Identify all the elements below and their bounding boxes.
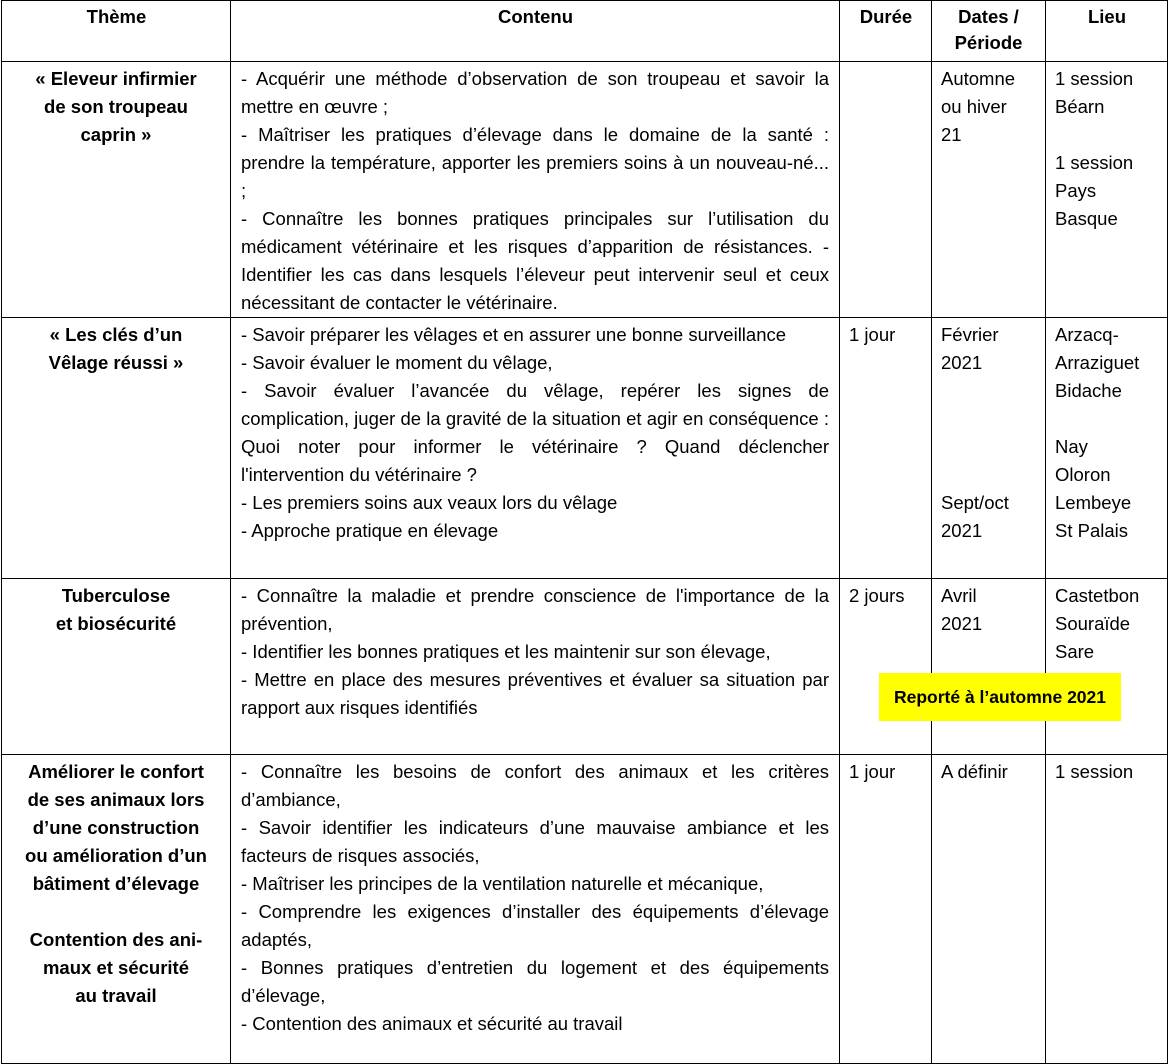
- lieu-cell-line: [1055, 405, 1159, 433]
- theme-cell-line: et biosécurité: [55, 613, 177, 634]
- theme-cell: [2, 62, 231, 318]
- dates-cell-line: ou hiver: [941, 96, 1007, 117]
- theme-cell: [2, 755, 231, 1064]
- dates-cell-line: 21: [941, 124, 962, 145]
- contenu-cell: [231, 62, 840, 318]
- dates-cell-line: 2021: [941, 520, 983, 541]
- dates-cell-line: 2021: [941, 352, 983, 373]
- duree-cell: [840, 62, 932, 318]
- contenu-item: - Maîtriser les pratiques d’élevage dans le domaine de la santé : prendre la température, apporter les premiers soins à un nouveau-né... ;: [241, 124, 829, 201]
- dates-cell-line: [941, 405, 1037, 433]
- dates-cell: [932, 579, 1046, 755]
- table-row: [2, 755, 1168, 1064]
- duree-cell: 2 jours: [840, 579, 932, 755]
- lieu-cell: [1046, 755, 1168, 1064]
- table-row: [2, 62, 1168, 318]
- theme-cell-line: de son troupeau: [44, 96, 188, 117]
- lieu-cell-line: Basque: [1055, 208, 1118, 229]
- contenu-item: - Savoir identifier les indicateurs d’une mauvaise ambiance et les facteurs de risques associés,: [241, 817, 829, 866]
- dates-cell-line: [941, 461, 1037, 489]
- header-row: [2, 1, 1168, 62]
- lieu-cell-line: 1 session: [1055, 152, 1134, 173]
- theme-cell-line: Contention des ani-: [29, 929, 203, 950]
- lieu-cell-line: 1 session: [1055, 68, 1134, 89]
- duree-cell: 1 jour: [840, 755, 932, 1064]
- dates-cell-line: Avril: [941, 585, 977, 606]
- dates-cell-line: Sept/oct: [941, 492, 1009, 513]
- contenu-item: - Mettre en place des mesures préventives et évaluer sa situation par rapport aux risques identifiés: [241, 669, 829, 718]
- lieu-cell-line: Oloron: [1055, 464, 1111, 485]
- theme-cell-line: [8, 898, 224, 926]
- header-lieu: Lieu: [1046, 1, 1168, 62]
- contenu-cell: [231, 579, 840, 755]
- theme-cell-line: « Les clés d’un: [49, 324, 183, 345]
- table-row: [2, 579, 1168, 755]
- lieu-cell-line: Béarn: [1055, 96, 1105, 117]
- contenu-cell: [231, 318, 840, 579]
- theme-cell: [2, 318, 231, 579]
- contenu-item: - Connaître les besoins de confort des animaux et les critères d’ambiance,: [241, 761, 829, 810]
- contenu-item: - Connaître la maladie et prendre conscience de l'importance de la prévention,: [241, 585, 829, 634]
- dates-cell-line: Automne: [941, 68, 1016, 89]
- theme-cell-line: caprin »: [80, 124, 152, 145]
- contenu-item: - Les premiers soins aux veaux lors du vêlage: [241, 492, 618, 513]
- theme-cell-line: Améliorer le confort: [28, 761, 204, 782]
- lieu-cell-line: Arzacq-: [1055, 324, 1119, 345]
- dates-cell: [932, 62, 1046, 318]
- lieu-cell: [1046, 579, 1168, 755]
- contenu-item: - Identifier les bonnes pratiques et les maintenir sur son élevage,: [241, 641, 771, 662]
- theme-cell-line: « Eleveur infirmier: [35, 68, 197, 89]
- header-duree: Durée: [840, 1, 932, 62]
- lieu-cell: [1046, 62, 1168, 318]
- lieu-cell-line: Castetbon: [1055, 585, 1140, 606]
- theme-cell-line: maux et sécurité: [42, 957, 189, 978]
- lieu-cell-line: Sare: [1055, 641, 1095, 662]
- lieu-cell-line: Lembeye: [1055, 492, 1132, 513]
- formations-table: [1, 0, 1168, 1064]
- theme-cell-line: bâtiment d’élevage: [32, 873, 200, 894]
- theme-cell-line: de ses animaux lors: [27, 789, 205, 810]
- lieu-cell-line: 1 session: [1055, 761, 1134, 782]
- dates-cell-line: A définir: [941, 761, 1008, 782]
- lieu-cell-line: Arraziguet: [1055, 352, 1140, 373]
- lieu-cell: [1046, 318, 1168, 579]
- dates-cell-line: Février: [941, 324, 999, 345]
- contenu-item: - Savoir évaluer le moment du vêlage,: [241, 352, 553, 373]
- contenu-item: - Bonnes pratiques d’entretien du logement et des équipements d’élevage,: [241, 957, 829, 1006]
- contenu-item: - Savoir évaluer l’avancée du vêlage, repérer les signes de complication, juger de la gravité de la situation et agir en conséquence : Quoi noter pour informer le vétérinaire ? Quand déclencher l'intervention du vétérinaire ?: [241, 380, 829, 485]
- theme-cell: [2, 579, 231, 755]
- header-dates: Dates / Période: [932, 1, 1046, 62]
- dates-cell-line: [941, 377, 1037, 405]
- table-row: [2, 318, 1168, 579]
- postponed-badge: Reporté à l’automne 2021: [879, 673, 1121, 721]
- contenu-item: - Savoir préparer les vêlages et en assurer une bonne surveillance: [241, 324, 787, 345]
- dates-cell-line: [941, 433, 1037, 461]
- contenu-item: - Acquérir une méthode d’observation de son troupeau et savoir la mettre en œuvre ;: [241, 68, 829, 117]
- contenu-cell: [231, 755, 840, 1064]
- lieu-cell-line: St Palais: [1055, 520, 1129, 541]
- dates-cell-line: 2021: [941, 613, 983, 634]
- dates-cell: [932, 755, 1046, 1064]
- contenu-item: - Maîtriser les principes de la ventilation naturelle et mécanique,: [241, 873, 764, 894]
- contenu-item: - Comprendre les exigences d’installer des équipements d’élevage adaptés,: [241, 901, 829, 950]
- lieu-cell-line: Souraïde: [1055, 613, 1131, 634]
- lieu-cell-line: Bidache: [1055, 380, 1122, 401]
- theme-cell-line: ou amélioration d’un: [25, 845, 207, 866]
- theme-cell-line: d’une construction: [32, 817, 200, 838]
- theme-cell-line: Vêlage réussi »: [48, 352, 184, 373]
- duree-cell: 1 jour: [840, 318, 932, 579]
- theme-cell-line: au travail: [75, 985, 157, 1006]
- header-theme: Thème: [2, 1, 231, 62]
- theme-cell-line: Tuberculose: [61, 585, 171, 606]
- dates-cell: [932, 318, 1046, 579]
- lieu-cell-line: Nay: [1055, 436, 1088, 457]
- contenu-item: - Contention des animaux et sécurité au travail: [241, 1013, 623, 1034]
- lieu-cell-line: [1055, 121, 1159, 149]
- contenu-item: - Approche pratique en élevage: [241, 520, 499, 541]
- header-contenu: Contenu: [231, 1, 840, 62]
- contenu-item: - Connaître les bonnes pratiques principales sur l’utilisation du médicament vétérinaire et les risques d’apparition de résistances. - Identifier les cas dans lesquels l’éleveur peut intervenir seul et ceux nécessitant de contacter le vétérinaire.: [241, 208, 829, 313]
- lieu-cell-line: Pays: [1055, 180, 1097, 201]
